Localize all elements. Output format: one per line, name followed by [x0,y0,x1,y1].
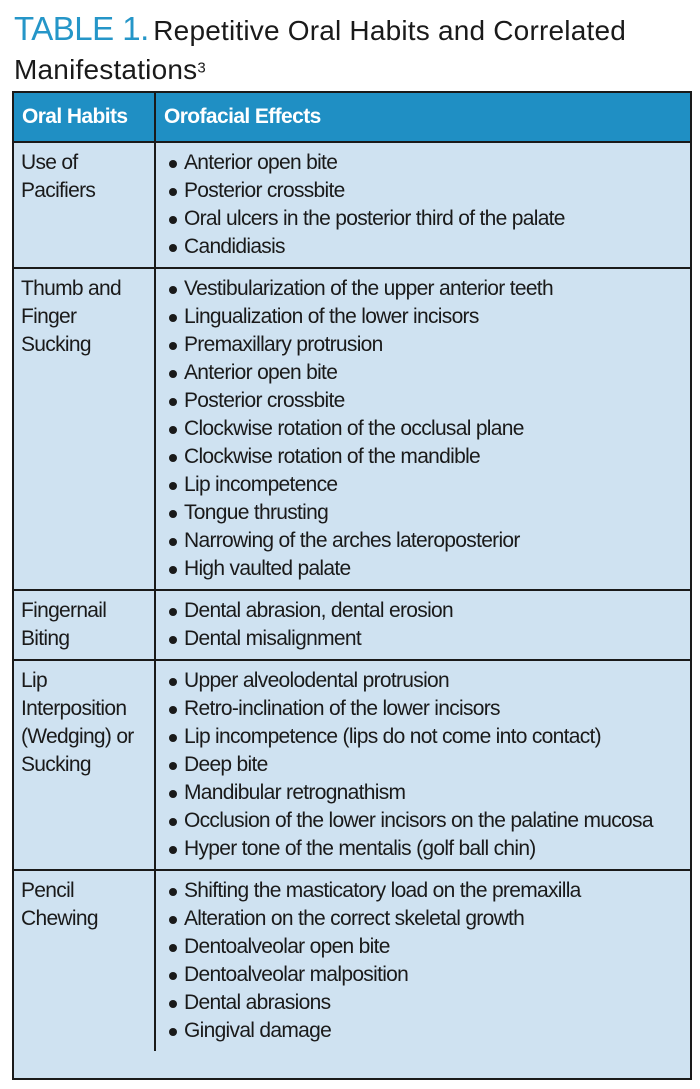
table-row [14,590,690,660]
effect-item: Dentoalveolar open bite [162,933,684,961]
habits-table [12,91,692,1080]
effects-cell [155,870,690,1051]
effect-item: Candidiasis [162,233,684,261]
table-body [14,142,690,1051]
effect-item: Anterior open bite [162,359,684,387]
effect-item: Posterior crossbite [162,387,684,415]
effect-item: Narrowing of the arches lateroposterior [162,527,684,555]
habit-label: Use of Pacifiers [21,151,96,202]
effects-cell [155,660,690,870]
habit-cell [14,142,155,268]
habit-label: Lip Interposition (Wedging) or Sucking [21,669,134,776]
habit-label: Pencil Chewing [21,879,98,930]
table-header-row [14,93,690,142]
header-oral-habits: Oral Habits [14,93,155,142]
habit-label: Fingernail Biting [21,599,107,650]
effects-list [162,597,684,653]
effects-list [162,667,684,863]
effect-item: Lip incompetence [162,471,684,499]
effect-item: Hyper tone of the mentalis (golf ball chin) [162,835,684,863]
reference-superscript: 3 [197,59,206,77]
table-row [14,142,690,268]
effect-item: Dental abrasion, dental erosion [162,597,684,625]
effect-item: Dentoalveolar malposition [162,961,684,989]
effect-item: Gingival damage [162,1017,684,1045]
habit-cell [14,268,155,590]
table-caption [14,12,694,92]
effect-item: Upper alveolodental protrusion [162,667,684,695]
effect-item: Alteration on the correct skeletal growth [162,905,684,933]
table-row [14,870,690,1051]
effect-item: Dental misalignment [162,625,684,653]
effect-item: Anterior open bite [162,149,684,177]
effect-item: Vestibularization of the upper anterior teeth [162,275,684,303]
effect-item: Clockwise rotation of the occlusal plane [162,415,684,443]
habit-cell [14,870,155,1051]
effect-item: Clockwise rotation of the mandible [162,443,684,471]
effect-item: Retro-inclination of the lower incisors [162,695,684,723]
effect-item: High vaulted palate [162,555,684,583]
table-title: Repetitive Oral Habits and Correlated Manifestations [14,15,626,85]
effect-item: Lip incompetence (lips do not come into contact) [162,723,684,751]
effect-item: Lingualization of the lower incisors [162,303,684,331]
table-row [14,660,690,870]
effect-item: Tongue thrusting [162,499,684,527]
table-row [14,268,690,590]
table-number: TABLE 1. [14,10,149,47]
effects-cell [155,590,690,660]
effects-cell [155,142,690,268]
effect-item: Mandibular retrognathism [162,779,684,807]
effect-item: Posterior crossbite [162,177,684,205]
habit-cell [14,660,155,870]
effects-list [162,275,684,583]
effect-item: Deep bite [162,751,684,779]
habit-cell [14,590,155,660]
habit-label: Thumb and Finger Sucking [21,277,121,356]
effect-item: Occlusion of the lower incisors on the palatine mucosa [162,807,684,835]
effect-item: Premaxillary protrusion [162,331,684,359]
effect-item: Dental abrasions [162,989,684,1017]
effect-item: Oral ulcers in the posterior third of the palate [162,205,684,233]
effects-list [162,877,684,1045]
effects-cell [155,268,690,590]
header-orofacial-effects: Orofacial Effects [155,93,690,142]
effects-list [162,149,684,261]
effect-item: Shifting the masticatory load on the premaxilla [162,877,684,905]
